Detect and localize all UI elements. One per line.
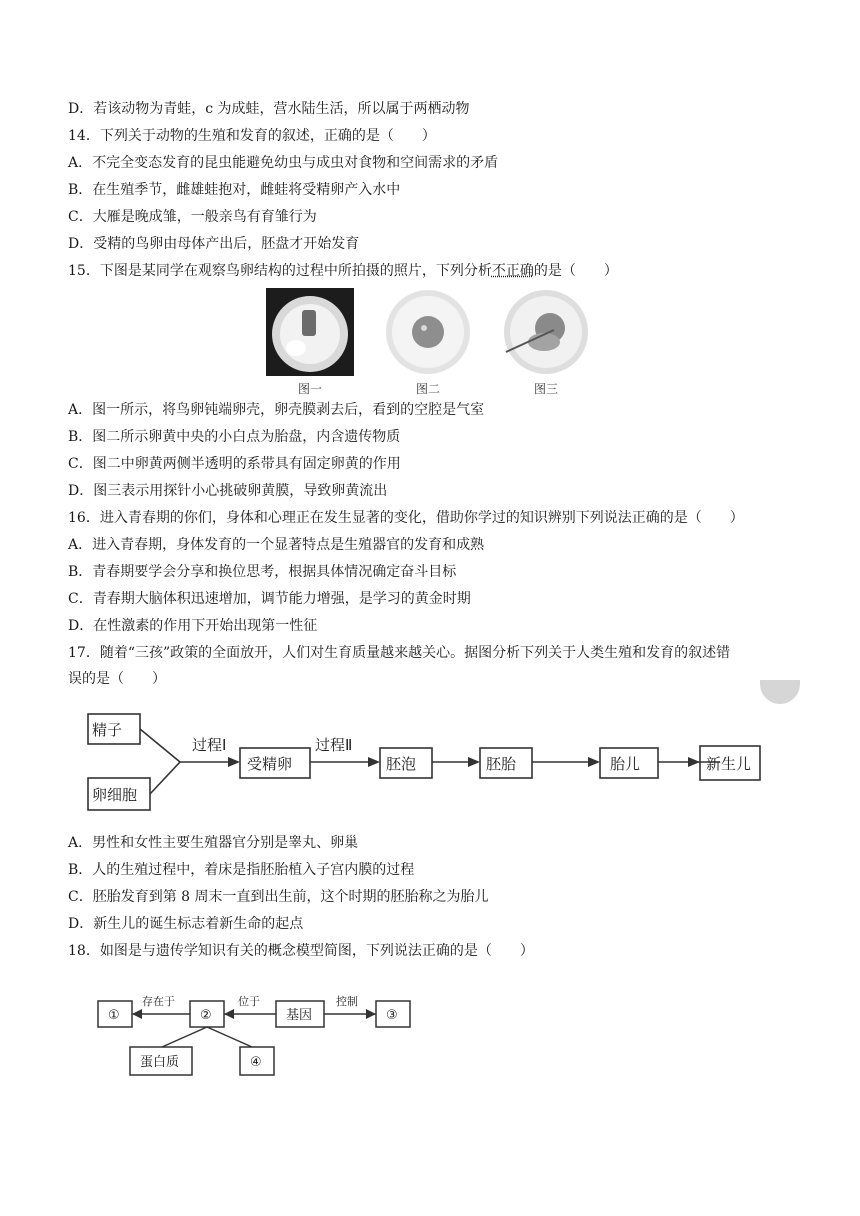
q14-option-d: D．受精的鸟卵由母体产出后，胚盘才开始发育 [68,236,360,252]
q17-option-c: C．胚胎发育到第 8 周末一直到出生前，这个时期的胚胎称之为胎儿 [68,889,489,905]
fig1-caption: 图一 [297,382,322,396]
q17-option-a: A．男性和女性主要生殖器官分别是睾丸、卵巢 [68,835,359,851]
protein-label: 蛋白质 [140,1055,180,1070]
q15-option-d: D．图三表示用探针小心挑破卵黄膜，导致卵黄流出 [68,483,388,499]
egg-photo-2 [384,288,472,376]
q13-option-d: D．若该动物为青蛙，c 为成蛙，营水陆生活，所以属于两栖动物 [68,101,470,117]
q14-option-b: B．在生殖季节，雌雄蛙抱对，雌蛙将受精卵产入水中 [68,182,401,198]
egg-label: 卵细胞 [92,786,138,804]
q14-stem: 14．下列关于动物的生殖和发育的叙述，正确的是（ ） [68,128,436,144]
embryo-label: 胚胎 [486,755,517,773]
exists-in-label: 存在于 [142,995,175,1008]
q14-option-a: A．不完全变态发育的昆虫能避免幼虫与成虫对食物和空间需求的矛盾 [68,155,499,171]
q17-option-b: B．人的生殖过程中，着床是指胚胎植入子宫内膜的过程 [68,862,415,878]
q17-option-d: D．新生儿的诞生标志着新生命的起点 [68,916,304,932]
q15-stem-post: 的是（ ） [533,263,618,279]
q15-option-b: B．图二所示卵黄中央的小白点为胎盘，内含遗传物质 [68,429,401,445]
sperm-label: 精子 [92,721,123,739]
q14-option-c: C．大雁是晚成雏，一般亲鸟有育雏行为 [68,209,317,225]
process1-label: 过程Ⅰ [192,736,227,754]
q15-stem-emphasis: 不正确 [491,263,534,279]
q17-stem-line2: 误的是（ ） [68,671,166,687]
fetus-label: 胎儿 [610,755,641,773]
fertilized-egg-label: 受精卵 [247,755,293,773]
q15-option-c: C．图二中卵黄两侧半透明的系带具有固定卵黄的作用 [68,456,401,472]
blastocyst-label: 胚泡 [386,755,417,773]
reproduction-flow-diagram [80,700,770,830]
q16-stem: 16．进入青春期的你们，身体和心理正在发生显著的变化，借助你学过的知识辨别下列说法正确的是（ ） [68,510,744,526]
genetics-concept-diagram [90,985,430,1085]
q15-option-a: A．图一所示，将鸟卵钝端卵壳，卵壳膜剥去后，看到的空腔是气室 [68,402,485,418]
q18-stem: 18．如图是与遗传学知识有关的概念模型简图，下列说法正确的是（ ） [68,943,534,959]
egg-photo-3 [502,288,590,376]
process2-label: 过程Ⅱ [315,736,353,754]
box3-label: ③ [386,1008,398,1023]
q16-option-c: C．青春期大脑体积迅速增加，调节能力增强，是学习的黄金时期 [68,591,471,607]
controls-label: 控制 [336,995,358,1008]
fig2-caption: 图二 [415,382,440,396]
box4-label: ④ [250,1055,262,1070]
q15-stem-pre: 15．下图是某同学在观察鸟卵结构的过程中所拍摄的照片，下列分析 [68,263,492,279]
q17-stem-line1: 17．随着“三孩”政策的全面放开，人们对生育质量越来越关心。据图分析下列关于人类生殖和发育的叙述错 [68,645,731,661]
located-in-label: 位于 [238,995,260,1008]
q16-option-d: D．在性激素的作用下开始出现第一性征 [68,618,318,634]
q15-stem [68,262,618,280]
egg-photo-1 [266,288,354,376]
box2-label: ② [200,1008,212,1023]
gene-label: 基因 [286,1008,313,1023]
fig3-caption: 图三 [533,382,558,396]
q16-option-b: B．青春期要学会分享和换位思考，根据具体情况确定奋斗目标 [68,564,457,580]
q16-option-a: A．进入青春期，身体发育的一个显著特点是生殖器官的发育和成熟 [68,537,485,553]
box1-label: ① [108,1008,120,1023]
newborn-label: 新生儿 [706,755,752,773]
